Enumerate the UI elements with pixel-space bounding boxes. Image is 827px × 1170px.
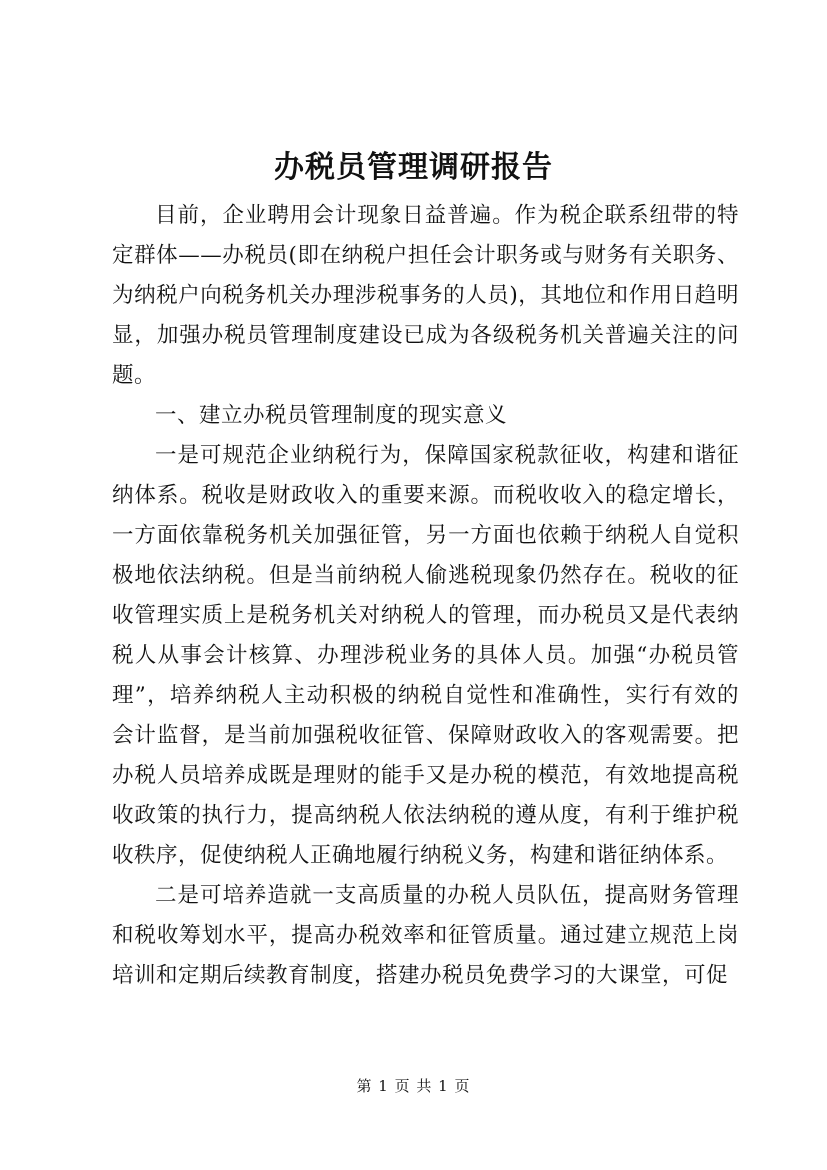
paragraph-point-one: 一是可规范企业纳税行为，保障国家税款征收，构建和谐征纳体系。税收是财政收入的重要来源。而税收收入的稳定增长，一方面依靠税务机关加强征管，另一方面也依赖于纳税人自觉积极地依法纳税。但是当前纳税人偷逃税现象仍然存在。税收的征收管理实质上是税务机关对纳税人的管理，而办税员又是代表纳税人从事会计核算、办理涉税业务的具体人员。加强“办税员管理”，培养纳税人主动积极的纳税自觉性和准确性，实行有效的会计监督，是当前加强税收征管、保障财政收入的客观需要。把办税人员培养成既是理财的能手又是办税的模范，有效地提高税收政策的执行力，提高纳税人依法纳税的遵从度，有利于维护税收秩序，促使纳税人正确地履行纳税义务，构建和谐征纳体系。 (112, 443, 739, 868)
paragraph-intro: 目前，企业聘用会计现象日益普遍。作为税企联系纽带的特定群体——办税员(即在纳税户担任会计职务或与财务有关职务、为纳税户向税务机关办理涉税事务的人员)，其地位和作用日趋明显，加强办税员管理制度建设已成为各级税务机关普遍关注的问题。 (112, 203, 739, 388)
section-heading: 一、建立办税员管理制度的现实意义 (155, 403, 508, 428)
document-title: 办税员管理调研报告 (274, 150, 553, 185)
document-body (112, 196, 739, 996)
paragraph-point-two: 二是可培养造就一支高质量的办税人员队伍，提高财务管理和税收筹划水平，提高办税效率和征管质量。通过建立规范上岗培训和定期后续教育制度，搭建办税员免费学习的大课堂，可促 (112, 883, 739, 988)
page-footer: 第 1 页 共 1 页 (356, 1077, 471, 1095)
